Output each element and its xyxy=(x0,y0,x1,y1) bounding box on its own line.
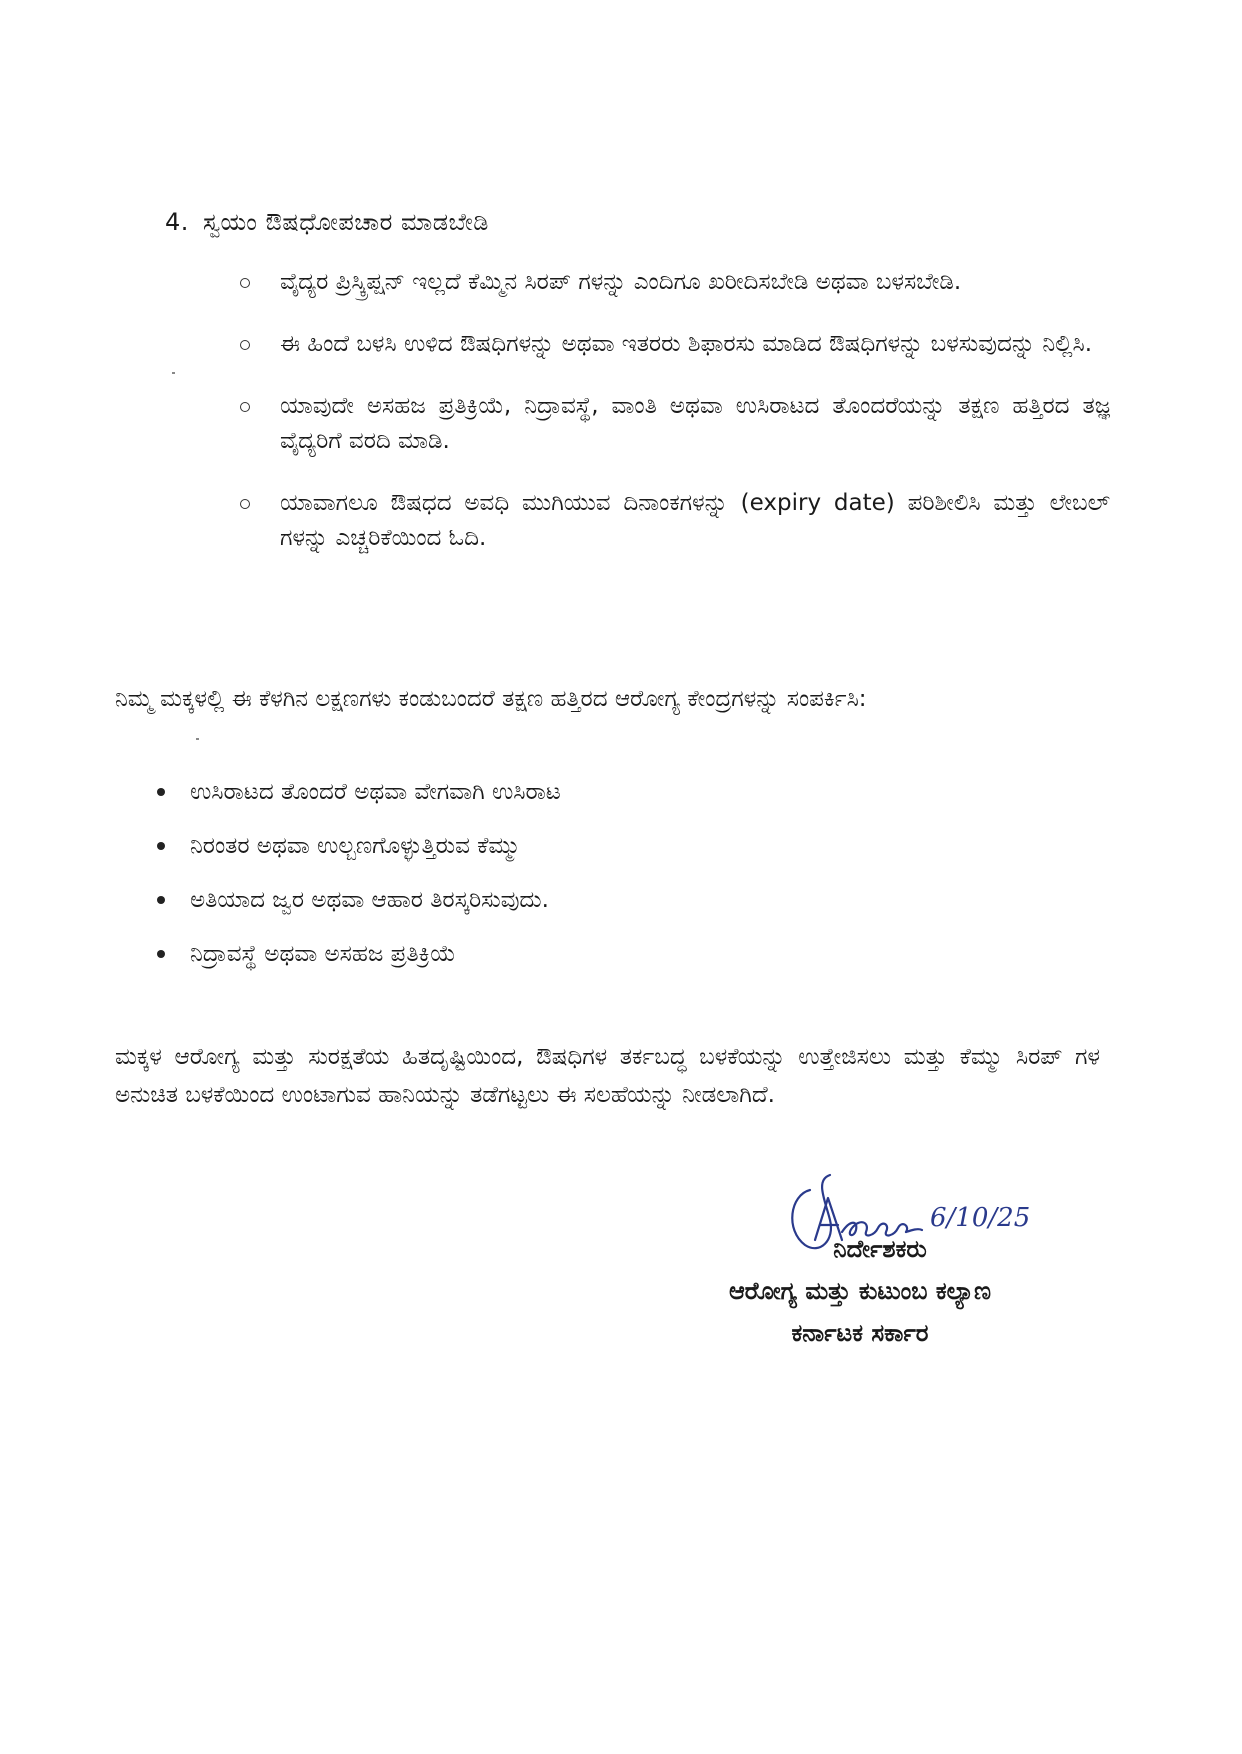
hollow-bullet-icon xyxy=(240,340,250,350)
bullet-dot-icon xyxy=(157,842,165,850)
symptom-text: ಉಸಿರಾಟದ ತೊಂದರೆ ಅಥವಾ ವೇಗವಾಗಿ ಉಸಿರಾಟ xyxy=(190,779,561,805)
symptom-list-item xyxy=(155,883,561,917)
sub-list-item-text: ಯಾವಾಗಲೂ ಔಷಧದ ಅವಧಿ ಮುಗಿಯುವ ದಿನಾಂಕಗಳನ್ನು (expiry date) ಪರಿಶೀಲಿಸಿ ಮತ್ತು ಲೇಬಲ್ ಗಳನ್ನು ಎಚ್ಚರಿಕೆಯಿಂದ ಓದಿ. xyxy=(280,490,1110,551)
closing-paragraph: ಮಕ್ಕಳ ಆರೋಗ್ಯ ಮತ್ತು ಸುರಕ್ಷತೆಯ ಹಿತದೃಷ್ಟಿಯಿಂದ, ಔಷಧಿಗಳ ತರ್ಕಬದ್ಧ ಬಳಕೆಯನ್ನು ಉತ್ತೇಜಿಸಲು ಮತ್ತು ಕೆಮ್ಮು ಸಿರಪ್ ಗಳ ಅನುಚಿತ ಬಳಕೆಯಿಂದ ಉಂಟಾಗುವ ಹಾನಿಯನ್ನು ತಡೆಗಟ್ಟಲು ಈ ಸಲಹೆಯನ್ನು ನೀಡಲಾಗಿದೆ. xyxy=(115,1044,1100,1108)
bullet-dot-icon xyxy=(157,896,165,904)
scan-speck xyxy=(196,738,199,740)
symptoms-list xyxy=(155,775,561,991)
scan-speck xyxy=(172,372,175,374)
sub-list-item-text: ವೈದ್ಯರ ಪ್ರಿಸ್ಕ್ರಿಪ್ಷನ್ ಇಲ್ಲದೆ ಕೆಮ್ಮಿನ ಸಿರಪ್ ಗಳನ್ನು ಎಂದಿಗೂ ಖರೀದಿಸಬೇಡಿ ಅಥವಾ ಬಳಸಬೇಡಿ. xyxy=(280,269,962,295)
section-heading xyxy=(165,208,489,236)
signature-date: 6/10/25 xyxy=(930,1203,1031,1233)
symptoms-intro-paragraph: ನಿಮ್ಮ ಮಕ್ಕಳಲ್ಲಿ ಈ ಕೆಳಗಿನ ಲಕ್ಷಣಗಳು ಕಂಡುಬಂದರೆ ತಕ್ಷಣ ಹತ್ತಿರದ ಆರೋಗ್ಯ ಕೇಂದ್ರಗಳನ್ನು ಸಂಪರ್ಕಿಸಿ: xyxy=(115,686,867,712)
signatory-designation: ನಿರ್ದೇಶಕರು xyxy=(833,1235,927,1263)
sub-list-item xyxy=(230,265,1110,300)
section-heading-text: ಸ್ವಯಂ ಔಷಧೋಪಚಾರ ಮಾಡಬೇಡಿ xyxy=(203,208,489,236)
sub-list-item xyxy=(230,389,1110,459)
self-medication-sub-list xyxy=(230,265,1110,583)
symptom-text: ಅತಿಯಾದ ಜ್ವರ ಅಥವಾ ಆಹಾರ ತಿರಸ್ಕರಿಸುವುದು. xyxy=(190,887,549,913)
symptom-text: ನಿದ್ರಾವಸ್ಥೆ ಅಥವಾ ಅಸಹಜ ಪ್ರತಿಕ್ರಿಯೆ xyxy=(190,941,456,967)
symptom-list-item xyxy=(155,829,561,863)
sub-list-item xyxy=(230,486,1110,556)
symptom-list-item xyxy=(155,775,561,809)
hollow-bullet-icon xyxy=(240,499,250,509)
symptom-list-item xyxy=(155,937,561,971)
sub-list-item xyxy=(230,327,1110,362)
hollow-bullet-icon xyxy=(240,402,250,412)
hollow-bullet-icon xyxy=(240,278,250,288)
section-number: 4. xyxy=(165,208,189,236)
signatory-block xyxy=(640,1228,1080,1354)
bullet-dot-icon xyxy=(157,950,165,958)
signatory-government: ಕರ್ನಾಟಕ ಸರ್ಕಾರ xyxy=(791,1319,929,1347)
signatory-department: ಆರೋಗ್ಯ ಮತ್ತು ಕುಟುಂಬ ಕಲ್ಯಾಣ xyxy=(728,1277,992,1305)
bullet-dot-icon xyxy=(157,788,165,796)
sub-list-item-text: ಈ ಹಿಂದೆ ಬಳಸಿ ಉಳಿದ ಔಷಧಿಗಳನ್ನು ಅಥವಾ ಇತರರು ಶಿಫಾರಸು ಮಾಡಿದ ಔಷಧಿಗಳನ್ನು ಬಳಸುವುದನ್ನು ನಿಲ್ಲಿಸಿ. xyxy=(280,331,1093,357)
sub-list-item-text: ಯಾವುದೇ ಅಸಹಜ ಪ್ರತಿಕ್ರಿಯೆ, ನಿದ್ರಾವಸ್ಥೆ, ವಾಂತಿ ಅಥವಾ ಉಸಿರಾಟದ ತೊಂದರೆಯನ್ನು ತಕ್ಷಣ ಹತ್ತಿರದ ತಜ್ಞ ವೈದ್ಯರಿಗೆ ವರದಿ ಮಾಡಿ. xyxy=(280,393,1110,454)
symptom-text: ನಿರಂತರ ಅಥವಾ ಉಲ್ಬಣಗೊಳ್ಳುತ್ತಿರುವ ಕೆಮ್ಮು xyxy=(190,833,521,859)
